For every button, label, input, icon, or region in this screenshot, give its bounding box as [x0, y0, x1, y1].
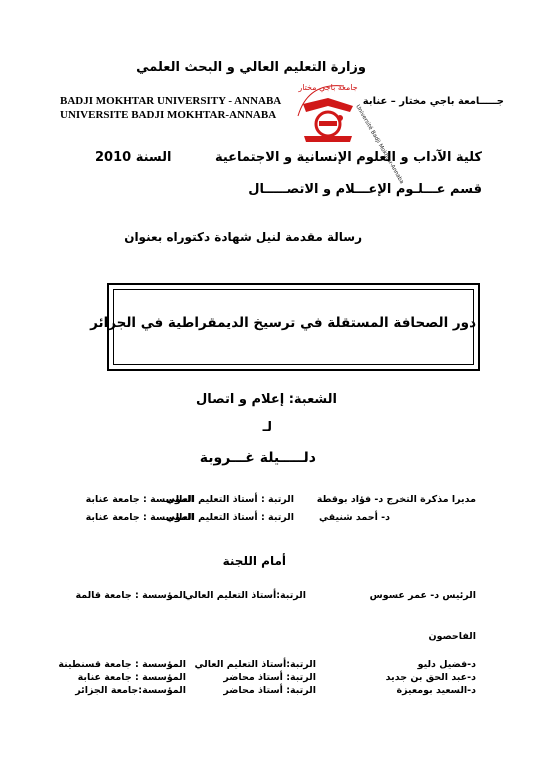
university-arabic: جـــــامعة باجي مختار – عنابة — [362, 96, 504, 107]
examiner-3-rank: الرتبة: أستاذ محاضر — [223, 685, 316, 696]
faculty-name: كلية الآداب و العلوم الإنسانية و الاجتماعية — [214, 150, 482, 165]
logo-text-top: جامعة باجي مختار — [298, 83, 358, 92]
year: السنة 2010 — [95, 150, 172, 165]
thesis-title: دور الصحافة المستقلة في ترسيخ الديمقراطية في الجزائر — [90, 315, 476, 331]
examiner-3-name: د-السعيد بومعيزة — [396, 685, 476, 696]
president-name: الرئيس د- عمر عسوس — [369, 590, 476, 601]
examiner-1-rank: الرتبة:أستاذ التعليم العالي — [194, 659, 316, 670]
supervisor-2-inst: المؤسسة : جامعة عنابة — [85, 512, 194, 523]
examiner-1-name: د-فضيل دليو — [417, 659, 476, 670]
thesis-branch: الشعبة: إعلام و اتصال — [196, 392, 337, 407]
examiner-1-inst: المؤسسة : جامعة قسنطينة — [58, 659, 186, 670]
title-frame — [90, 283, 480, 371]
president-rank: الرتبة:أستاذ التعليم العالي — [184, 590, 306, 601]
examiner-2-inst: المؤسسة : جامعة عنابة — [77, 672, 186, 683]
logo-text-side: Université Badji Mokhtar-Annaba — [354, 104, 405, 186]
supervisor-2-name: د- أحمد شنيقي — [319, 512, 390, 523]
supervisor-1-rank: الرتبة : أستاذ التعليم العالي — [165, 494, 294, 505]
university-english: BADJI MOKHTAR UNIVERSITY - ANNABA — [60, 95, 282, 107]
by-label: لـ — [262, 420, 272, 435]
department-name: قسم عـــلـوم الإعـــلام و الاتصـــــال — [248, 182, 482, 197]
examiners-heading: الفاحصون — [428, 631, 476, 642]
author-name: دلـــــيلة غـــروبة — [199, 450, 316, 466]
president-inst: المؤسسة : جامعة قالمة — [75, 590, 186, 601]
committee-heading: أمام اللجنة — [222, 554, 286, 568]
examiner-2-rank: الرتبة: أستاذ محاضر — [223, 672, 316, 683]
supervisor-1-name: مديرا مذكرة التخرج د- فؤاد بوقطة — [316, 494, 476, 505]
supervisor-1-inst: المؤسسة : جامعة عنابة — [85, 494, 194, 505]
supervisor-2-rank: الرتبة : أستاذ التعليم العالي — [165, 512, 294, 523]
thesis-intro: رسالة مقدمة لنيل شهادة دكتوراه بعنوان — [124, 230, 362, 244]
university-logo-icon — [278, 76, 405, 186]
ministry-title: وزارة التعليم العالي و البحث العلمي — [136, 60, 366, 75]
university-french: UNIVERSITE BADJI MOKHTAR-ANNABA — [60, 109, 277, 121]
examiner-3-inst: المؤسسة:جامعة الجزائر — [75, 685, 186, 696]
examiner-2-name: د-عبد الحق بن جديد — [385, 672, 476, 683]
